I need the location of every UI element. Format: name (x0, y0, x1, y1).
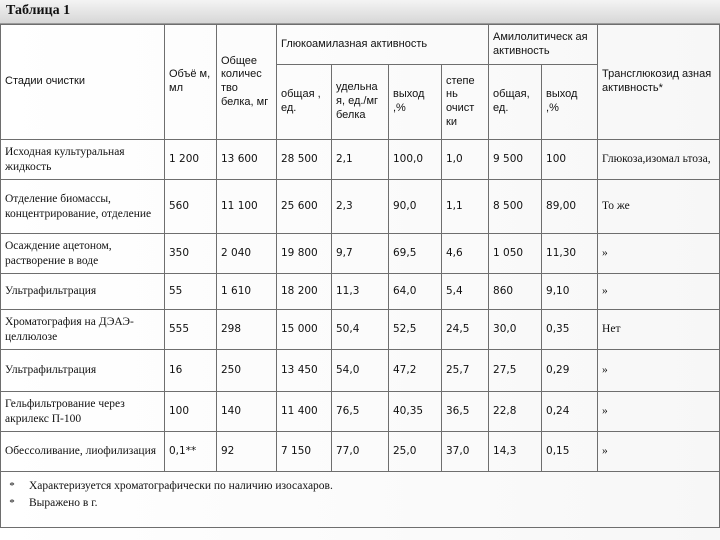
cell-stage: Хроматография на ДЭАЭ-целлюлозе (1, 310, 165, 350)
cell-ga-purification: 1,1 (442, 180, 489, 234)
cell-am-total: 27,5 (489, 350, 542, 392)
table-row (1, 274, 720, 310)
cell-ga-specific: 76,5 (332, 392, 389, 432)
cell-volume: 1 200 (165, 140, 217, 180)
cell-volume: 560 (165, 180, 217, 234)
cell-transglucosidase: » (598, 274, 720, 310)
cell-ga-yield: 40,35 (389, 392, 442, 432)
cell-am-yield: 89,00 (542, 180, 598, 234)
footnote-mark-1: * (9, 480, 15, 492)
cell-ga-yield: 25,0 (389, 432, 442, 472)
header-ga-yield: выход ,% (389, 65, 442, 140)
cell-ga-specific: 77,0 (332, 432, 389, 472)
cell-ga-purification: 4,6 (442, 234, 489, 274)
cell-stage: Ультрафильтрация (1, 274, 165, 310)
header-volume: Объё м, мл (165, 25, 217, 140)
cell-transglucosidase: Глюкоза,изомал ьтоза, (598, 140, 720, 180)
footnote-1: Характеризуется хроматографически по наличию изосахаров. (29, 480, 333, 492)
table-row (1, 392, 720, 432)
cell-transglucosidase: То же (598, 180, 720, 234)
cell-ga-specific: 9,7 (332, 234, 389, 274)
cell-ga-purification: 24,5 (442, 310, 489, 350)
cell-ga-purification: 25,7 (442, 350, 489, 392)
cell-volume: 100 (165, 392, 217, 432)
cell-am-total: 30,0 (489, 310, 542, 350)
cell-am-yield: 0,29 (542, 350, 598, 392)
cell-ga-specific: 11,3 (332, 274, 389, 310)
cell-am-yield: 0,15 (542, 432, 598, 472)
cell-ga-yield: 47,2 (389, 350, 442, 392)
cell-protein: 1 610 (217, 274, 277, 310)
cell-am-total: 22,8 (489, 392, 542, 432)
purification-table (0, 24, 720, 528)
cell-ga-specific: 2,1 (332, 140, 389, 180)
cell-protein: 2 040 (217, 234, 277, 274)
footnotes-row (1, 472, 720, 528)
cell-am-yield: 100 (542, 140, 598, 180)
cell-protein: 13 600 (217, 140, 277, 180)
header-ga-specific: удельна я, ед./мг белка (332, 65, 389, 140)
table-container (0, 24, 720, 540)
cell-stage: Отделение биомассы, концентрирование, отделение (1, 180, 165, 234)
cell-ga-yield: 100,0 (389, 140, 442, 180)
cell-stage: Исходная культуральная жидкость (1, 140, 165, 180)
table-row (1, 140, 720, 180)
cell-ga-total: 11 400 (277, 392, 332, 432)
cell-ga-yield: 90,0 (389, 180, 442, 234)
cell-ga-total: 15 000 (277, 310, 332, 350)
table-row (1, 234, 720, 274)
cell-transglucosidase: » (598, 392, 720, 432)
cell-ga-specific: 54,0 (332, 350, 389, 392)
cell-am-yield: 0,24 (542, 392, 598, 432)
cell-ga-total: 13 450 (277, 350, 332, 392)
cell-ga-purification: 37,0 (442, 432, 489, 472)
footnote-mark-2: * (9, 496, 15, 509)
cell-protein: 298 (217, 310, 277, 350)
cell-stage: Обессоливание, лиофилизация (1, 432, 165, 472)
header-transglucosidase: Трансглюкозид азная активность* (598, 25, 720, 140)
header-glucoamylase: Глюкоамилазная активность (277, 25, 489, 65)
cell-stage: Гельфильтрование через акрилекс П-100 (1, 392, 165, 432)
table-title: Таблица 1 (6, 3, 71, 18)
cell-transglucosidase: » (598, 432, 720, 472)
cell-ga-total: 18 200 (277, 274, 332, 310)
table-row (1, 432, 720, 472)
cell-transglucosidase: » (598, 350, 720, 392)
cell-transglucosidase: » (598, 234, 720, 274)
cell-volume: 555 (165, 310, 217, 350)
header-stage: Стадии очистки (1, 25, 165, 140)
cell-am-total: 8 500 (489, 180, 542, 234)
cell-volume: 55 (165, 274, 217, 310)
cell-am-yield: 11,30 (542, 234, 598, 274)
cell-volume: 16 (165, 350, 217, 392)
cell-volume: 0,1** (165, 432, 217, 472)
header-amylolytic: Амилолитическ ая активность (489, 25, 598, 65)
table-body (1, 140, 720, 472)
cell-transglucosidase: Нет (598, 310, 720, 350)
table-row (1, 350, 720, 392)
cell-ga-total: 7 150 (277, 432, 332, 472)
cell-protein: 11 100 (217, 180, 277, 234)
cell-am-total: 14,3 (489, 432, 542, 472)
header-am-yield: выход ,% (542, 65, 598, 140)
table-row (1, 180, 720, 234)
header-ga-total: общая , ед. (277, 65, 332, 140)
cell-ga-purification: 36,5 (442, 392, 489, 432)
cell-ga-yield: 69,5 (389, 234, 442, 274)
cell-ga-total: 28 500 (277, 140, 332, 180)
cell-ga-purification: 5,4 (442, 274, 489, 310)
cell-protein: 92 (217, 432, 277, 472)
cell-protein: 140 (217, 392, 277, 432)
header-row-1 (1, 25, 720, 65)
cell-protein: 250 (217, 350, 277, 392)
header-protein: Общее количес тво белка, мг (217, 25, 277, 140)
cell-volume: 350 (165, 234, 217, 274)
cell-ga-yield: 64,0 (389, 274, 442, 310)
header-ga-purification: степе нь очист ки (442, 65, 489, 140)
cell-ga-specific: 50,4 (332, 310, 389, 350)
cell-ga-purification: 1,0 (442, 140, 489, 180)
title-bar (0, 0, 720, 24)
cell-am-yield: 0,35 (542, 310, 598, 350)
cell-am-yield: 9,10 (542, 274, 598, 310)
cell-am-total: 860 (489, 274, 542, 310)
footnote-2: Выражено в г. (29, 497, 98, 510)
cell-am-total: 9 500 (489, 140, 542, 180)
cell-ga-yield: 52,5 (389, 310, 442, 350)
table-row (1, 310, 720, 350)
cell-ga-total: 25 600 (277, 180, 332, 234)
cell-ga-specific: 2,3 (332, 180, 389, 234)
header-am-total: общая, ед. (489, 65, 542, 140)
cell-ga-total: 19 800 (277, 234, 332, 274)
cell-am-total: 1 050 (489, 234, 542, 274)
footnotes-cell (1, 472, 720, 528)
cell-stage: Осаждение ацетоном, растворение в воде (1, 234, 165, 274)
cell-stage: Ультрафильтрация (1, 350, 165, 392)
